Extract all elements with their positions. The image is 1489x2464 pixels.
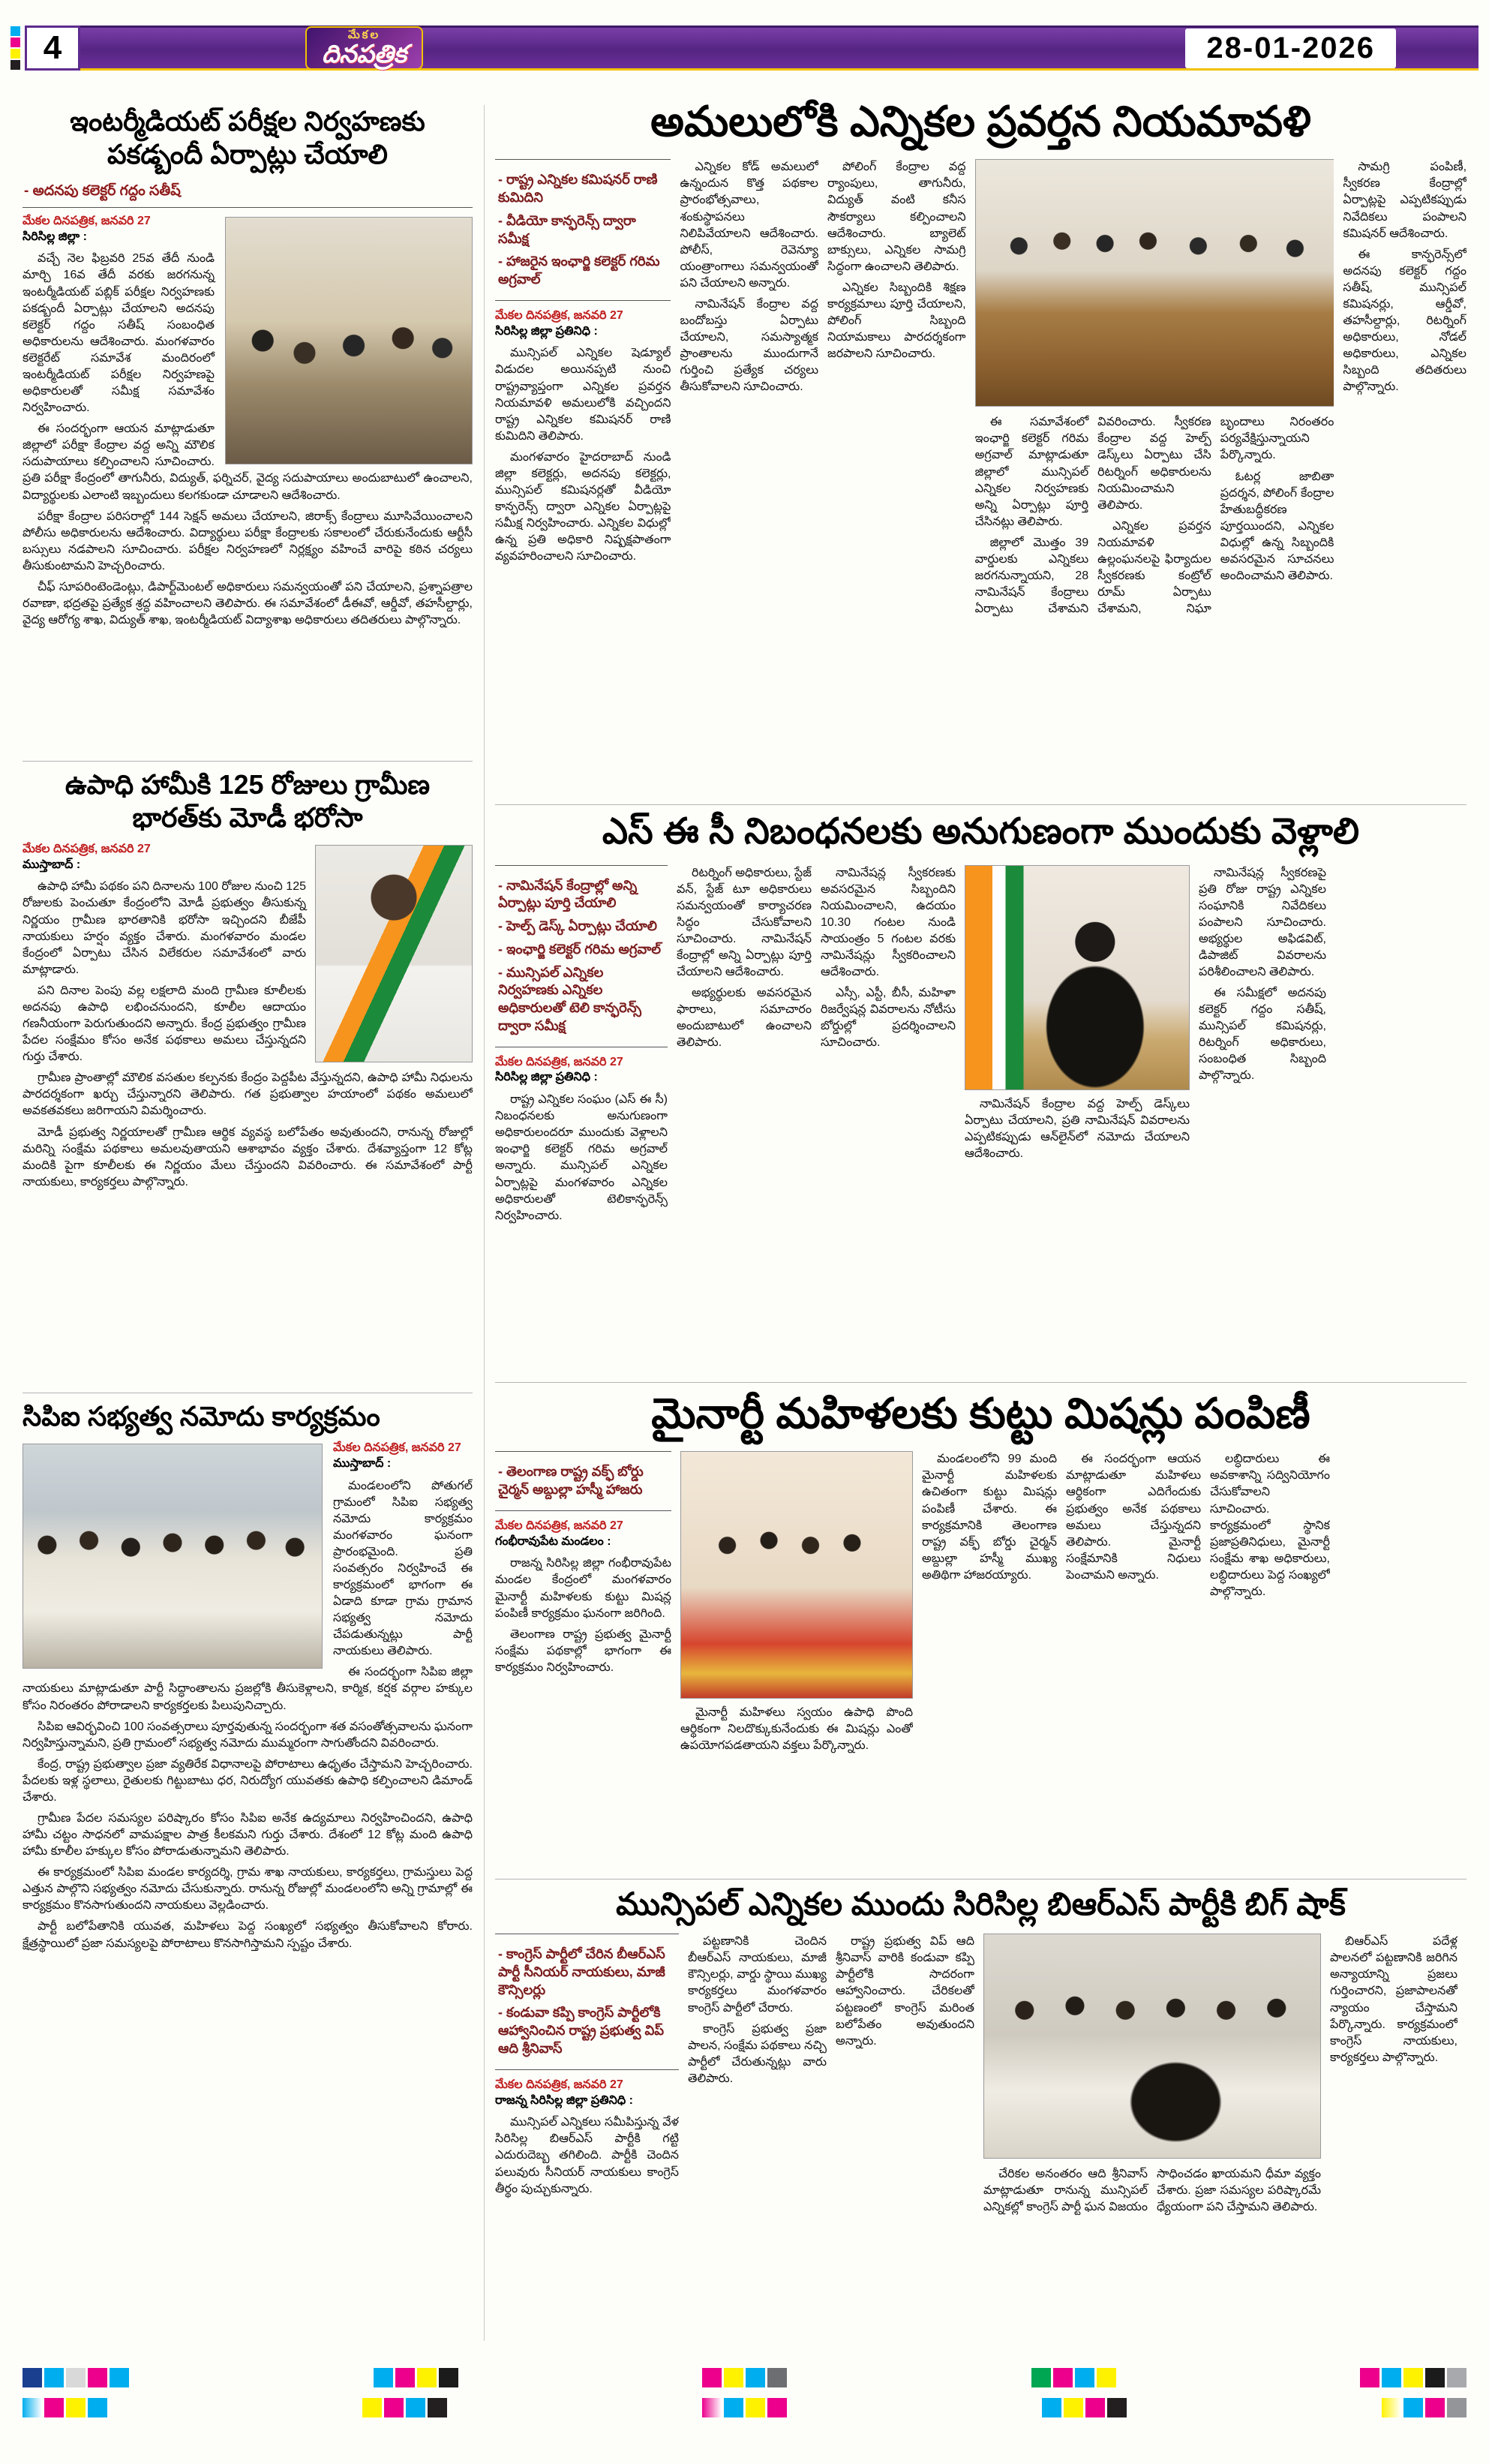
article-paragraphs	[495, 345, 671, 565]
article-paragraphs	[1066, 1451, 1201, 1584]
bullet-item: - హెల్ప్ డెస్క్ ఏర్పాట్లు చేయాలి	[498, 918, 665, 936]
article-divider	[495, 1382, 1466, 1383]
video-conference-photo	[975, 159, 1334, 407]
dateline-source: మేకల దినపత్రిక, జనవరి 27	[333, 1441, 461, 1454]
article-intermediate-exams	[23, 105, 473, 756]
column-1	[495, 1451, 671, 1759]
article-paragraphs	[495, 1555, 671, 1676]
bullet-item: - వీడియో కాన్ఫరెన్స్ ద్వారా సమీక్ష	[498, 212, 668, 248]
paragraph: ఓటర్ల జాబితా ప్రదర్శన, పోలింగ్ కేంద్రాల హేతుబద్ధీకరణ పూర్తయిందని, ఎన్నికల విధుల్లో ఉన్న సిబ్బందికి అవసరమైన సూచనలు అందించామని తెలిపారు.	[1220, 470, 1334, 583]
column-1	[495, 865, 668, 1229]
dateline	[495, 308, 671, 340]
congress-joining-photo	[983, 1934, 1321, 2159]
edition-date: 28-01-2026	[1185, 29, 1396, 68]
dateline-place: సిరిసిల్ల జిల్లా :	[23, 230, 87, 243]
article-headline: మైనార్టీ మహిళలకు కుట్టు మిషన్లు పంపిణీ	[651, 1390, 1310, 1437]
article-divider	[495, 804, 1466, 805]
collector-meeting-photo	[225, 217, 473, 464]
paragraph: వచ్చే నెల ఫిబ్రవరి 25వ తేదీ నుండి మార్చి 16వ తేదీ వరకు జరగనున్న ఇంటర్మీడియట్ పబ్లిక్ పరీక్షల నిర్వహణకు పకడ్బందీ ఏర్పాట్లు చేయాలని అదనపు కలెక్టర్ గద్దం సతీష్ సంబంధిత అధికారులను ఆదేశించారు. మంగళవారం కలెక్టరేట్ సమావేశ మందిరంలో ఇంటర్మీడియట్ పరీక్షల నిర్వహణపై అధికారులతో సమీక్ష సమావేశం నిర్వహించారు.	[23, 252, 215, 415]
article-divider	[23, 761, 473, 762]
article-paragraphs	[677, 865, 812, 1052]
column-5	[1210, 1451, 1330, 1759]
paragraph: బిఆర్ఎస్ పదేళ్ల పాలనలో పట్టణానికి జరిగిన అన్యాయాన్ని ప్రజలు గుర్తించారని, ప్రజాపాలనతో న్యాయం చేస్తామని పేర్కొన్నారు. కార్యక్రమంలో కాంగ్రెస్ నాయకులు, కార్యకర్తలు పాల్గొన్నారు.	[1330, 1935, 1457, 2064]
paragraph: కేంద్ర, రాష్ట్ర ప్రభుత్వాల ప్రజా వ్యతిరేక విధానాలపై పోరాటాలు ఉధృతం చేస్తామని హెచ్చరించారు. పేదలకు ఇళ్ల స్థలాలు, రైతులకు గిట్టుబాటు ధర, నిరుద్యోగ యువతకు ఉపాధి కల్పించాలని డిమాండ్ చేశారు.	[23, 1757, 473, 1804]
article-headline: ఎస్ ఈ సీ నిబంధనలకు అనుగుణంగా ముందుకు వెళ్లాలి	[602, 812, 1360, 852]
paragraph: చేరికల అనంతరం ఆది శ్రీనివాస్ మాట్లాడుతూ రానున్న మున్సిపల్ ఎన్నికల్లో కాంగ్రెస్ పార్టీ ఘన విజయం సాధించడం ఖాయమని ధీమా వ్యక్తం చేశారు. ప్రజా సమస్యల పరిష్కారమే ధ్యేయంగా పని చేస్తామని తెలిపారు.	[983, 2168, 1321, 2214]
paragraph: చీఫ్ సూపరింటెండెంట్లు, డిపార్ట్‌మెంటల్ అధికారులు సమన్వయంతో పని చేయాలని, ప్రశ్నాపత్రాల రవాణా, భద్రతపై ప్రత్యేక శ్రద్ధ వహించాలని తెలిపారు. ఈ సమావేశంలో డీఈవో, ఆర్డీవో, తహసీల్దార్లు, వైద్య ఆరోగ్య శాఖ, విద్యుత్ శాఖ, ఇంటర్మీడియట్ విద్యాశాఖ అధికారులు తదితరులు పాల్గొన్నారు.	[23, 580, 473, 627]
dateline	[495, 1519, 671, 1550]
article-paragraphs	[495, 1092, 668, 1224]
paragraph: ఎన్నికల సిబ్బందికి శిక్షణ కార్యక్రమాలు పూర్తి చేయాలని, పోలింగ్ సిబ్బంది నియామకాలు పారదర్శకంగా జరపాలని సూచించారు.	[827, 281, 966, 361]
article-paragraphs	[680, 1705, 913, 1754]
column-photo	[983, 1934, 1321, 2218]
paragraph: పట్టణానికి చెందిన బీఆర్ఎస్ నాయకులు, మాజీ కౌన్సిలర్లు, వార్డు స్థాయి ముఖ్య కార్యకర్తలు మంగళవారం కాంగ్రెస్ పార్టీలో చేరారు.	[688, 1935, 827, 2015]
paragraph: పరీక్షా కేంద్రాల పరిసరాల్లో 144 సెక్షన్ అమలు చేయాలని, జిరాక్స్ కేంద్రాలు మూసివేయించాలని పోలీసు అధికారులను ఆదేశించారు. విద్యార్థులు పరీక్షా కేంద్రాలకు సకాలంలో చేరుకునేందుకు ఆర్టీసీ బస్సులు నడపాలని సూచించారు. పరీక్షల నిర్వహణలో నిర్లక్ష్యం వహించే వారిపై కఠిన చర్యలు తీసుకుంటామని హెచ్చరించారు.	[23, 509, 473, 572]
paragraph: ఈ సందర్భంగా సిపిఐ జిల్లా నాయకులు మాట్లాడుతూ పార్టీ సిద్ధాంతాలను ప్రజల్లోకి తీసుకెళ్లాలని, కార్మిక, కర్షక వర్గాల హక్కుల కోసం నిరంతరం పోరాడాలని కార్యకర్తలకు పిలుపునిచ్చారు.	[23, 1666, 473, 1712]
article-brs-big-shock	[495, 1885, 1466, 2341]
paragraph: తెలంగాణ రాష్ట్ర ప్రభుత్వ మైనార్టీ సంక్షేమ పథకాల్లో భాగంగా ఈ కార్యక్రమం నిర్వహించారు.	[495, 1627, 671, 1674]
article-election-code	[495, 96, 1466, 800]
column-5	[1199, 865, 1326, 1229]
registration-marks-left	[11, 26, 20, 71]
column-2	[688, 1934, 827, 2218]
article-paragraphs	[1330, 1934, 1457, 2066]
bullet-item: - కండువా కప్పి కాంగ్రెస్ పార్టీలోకి ఆహ్వానించిన రాష్ట్ర ప్రభుత్వ విప్ ఆది శ్రీనివాస్	[498, 2004, 676, 2057]
paragraph: రాజన్న సిరిసిల్ల జిల్లా గంభీరావుపేట మండల కేంద్రంలో మంగళవారం మైనార్టీ మహిళలకు కుట్టు మిషన్ల పంపిణీ కార్యక్రమం ఘనంగా జరిగింది.	[495, 1557, 671, 1620]
dateline-source: మేకల దినపత్రిక, జనవరి 27	[495, 1519, 623, 1532]
dateline-place: రాజన్న సిరిసిల్ల జిల్లా ప్రతినిధి :	[495, 2093, 633, 2107]
article-sec-rules	[495, 810, 1466, 1378]
paragraph: మైనార్టీ మహిళలు స్వయం ఉపాధి పొంది ఆర్థికంగా నిలదొక్కుకునేందుకు ఈ మిషన్లు ఎంతో ఉపయోగపడతాయని వక్తలు పేర్కొన్నారు.	[680, 1706, 913, 1753]
dateline-place: సిరిసిల్ల జిల్లా ప్రతినిధి :	[495, 1071, 598, 1084]
column-2	[677, 865, 812, 1229]
paragraph: లబ్ధిదారులు ఈ అవకాశాన్ని సద్వినియోగం చేసుకోవాలని సూచించారు. కార్యక్రమంలో స్థానిక ప్రజాప్రతినిధులు, మైనార్టీ సంక్షేమ శాఖ అధికారులు, లబ్ధిదారులు పెద్ద సంఖ్యలో పాల్గొన్నారు.	[1210, 1453, 1330, 1598]
paragraph: ఈ కాన్ఫరెన్స్‌లో అదనపు కలెక్టర్ గద్దం సతీష్, మున్సిపల్ కమిషనర్లు, ఆర్డీవో, తహసీల్దార్లు, రిటర్నింగ్ అధికారులు, నోడల్ అధికారులు, ఎన్నికల సిబ్బంది తదితరులు పాల్గొన్నారు.	[1343, 248, 1466, 394]
article-paragraphs	[983, 2166, 1321, 2218]
article-paragraphs	[1210, 1451, 1330, 1600]
paragraph: మున్సిపల్ ఎన్నికలు సమీపిస్తున్న వేళ సిరిసిల్ల బిఆర్ఎస్ పార్టీకి గట్టి ఎదురుదెబ్బ తగిలింది. పార్టీకి చెందిన పలువురు సీనియర్ నాయకులు కాంగ్రెస్ తీర్థం పుచ్చుకున్నారు.	[495, 2116, 679, 2195]
dateline	[495, 2078, 679, 2109]
article-paragraphs	[922, 1451, 1057, 1584]
article-paragraphs	[1343, 159, 1466, 395]
paragraph: మోడీ ప్రభుత్వ నిర్ణయాలతో గ్రామీణ ఆర్థిక వ్యవస్థ బలోపేతం అవుతుందని, రానున్న రోజుల్లో మరిన్ని సంక్షేమ పథకాలు అమలవుతాయని ఆశాభావం వ్యక్తం చేశారు. దేశవ్యాప్తంగా 12 కోట్ల మందికి పైగా కూలీలకు ఈ నిర్ణయం మేలు చేస్తుందని వివరించారు. ఈ సమావేశంలో పార్టీ నాయకులు, కార్యకర్తలు పాల్గొన్నారు.	[23, 1125, 473, 1188]
paragraph: గ్రామీణ ప్రాంతాల్లో మౌలిక వసతుల కల్పనకు కేంద్రం పెద్దపీట వేస్తున్నదని, ఉపాధి హామీ నిధులను పారదర్శకంగా ఖర్చు చేస్తున్నారని తెలిపారు. గత ప్రభుత్వాల హయాంలో పథకం అమలులో అవకతవకలు జరిగాయని విమర్శించారు.	[23, 1071, 473, 1118]
article-columns	[495, 159, 1466, 618]
article-headline: మున్సిపల్ ఎన్నికల ముందు సిరిసిల్ల బిఆర్ఎస్ పార్టీకి బిగ్ షాక్	[616, 1886, 1346, 1922]
dateline-source: మేకల దినపత్రిక, జనవరి 27	[23, 842, 151, 855]
paragraph: మున్సిపల్ ఎన్నికల షెడ్యూల్ విడుదల అయినప్పటి నుంచి రాష్ట్రవ్యాప్తంగా ఎన్నికల ప్రవర్తన నియమావళి అమలులోకి వచ్చిందని రాష్ట్ర ఎన్నికల కమిషనర్ రాణి కుమిదిని తెలిపారు.	[495, 347, 671, 443]
paragraph: ఈ సమావేశంలో ఇంఛార్జి కలెక్టర్ గరిమ అగ్రవాల్ మాట్లాడుతూ జిల్లాలో మున్సిపల్ ఎన్నికల నిర్వహణకు అన్ని ఏర్పాట్లు పూర్తి చేసినట్లు తెలిపారు.	[974, 416, 1089, 528]
column-3	[821, 865, 956, 1229]
article-body	[23, 842, 473, 1191]
dateline-place: సిరిసిల్ల జిల్లా ప్రతినిధి :	[495, 324, 598, 338]
dateline-place: గంభీరావుపేట మండలం :	[495, 1534, 611, 1548]
distribution-event-photo	[680, 1451, 913, 1699]
column-photo	[965, 865, 1190, 1229]
article-bullets	[495, 1451, 671, 1511]
dateline-place: ముస్తాబాద్ :	[333, 1456, 392, 1470]
column-1	[495, 159, 671, 618]
column-4	[1066, 1451, 1201, 1759]
article-headline: ఉపాధి హామీకి 125 రోజులు గ్రామీణ భారత్‌కు మోడీ భరోసా	[65, 769, 431, 833]
article-upadhi-hami	[23, 768, 473, 1388]
dateline-source: మేకల దినపత్రిక, జనవరి 27	[495, 1055, 623, 1068]
paragraph: ఈ సందర్భంగా ఆయన మాట్లాడుతూ మహిళలు ఆర్థికంగా ఎదిగేందుకు ప్రభుత్వం అనేక పథకాలు అమలు చేస్తున్నదని తెలిపారు. మైనార్టీ సంక్షేమానికి నిధులు పెంచామని అన్నారు.	[1066, 1453, 1201, 1582]
article-paragraphs	[827, 159, 966, 362]
bullet-item: - రాష్ట్ర ఎన్నికల కమిషనర్ రాణి కుమిదిని	[498, 171, 668, 207]
article-sewing-machines	[495, 1388, 1466, 1874]
printer-color-bars	[23, 2368, 1466, 2417]
column-2	[680, 159, 818, 618]
bullet-item: - నామినేషన్ కేంద్రాల్లో అన్ని ఏర్పాట్లు పూర్తి చేయాలి	[498, 877, 665, 913]
bullet-item: - మున్సిపల్ ఎన్నికల నిర్వహణకు ఎన్నికల అధికారులతో టెలి కాన్ఫరెన్స్ ద్వారా సమీక్ష	[498, 964, 665, 1035]
paragraph: మంగళవారం హైదరాబాద్ నుండి జిల్లా కలెక్టర్లు, అదనపు కలెక్టర్లు, మున్సిపల్ కమిషనర్లతో వీడియో కాన్ఫరెన్స్ ద్వారా ఎన్నికల ఏర్పాట్లపై సమీక్ష నిర్వహించారు. ఎన్నికల విధుల్లో ఉన్న ప్రతి అధికారి నిష్పక్షపాతంగా వ్యవహరించాలని సూచించారు.	[495, 450, 671, 563]
article-columns	[495, 1451, 1466, 1759]
paragraph: మండలంలోని 99 మంది మైనార్టీ మహిళలకు ఉచితంగా కుట్టు మిషన్లు పంపిణీ చేశారు. ఈ కార్యక్రమానికి తెలంగాణ రాష్ట్ర వక్ఫ్ బోర్డు చైర్మన్ అబ్దుల్లా హస్మీ ముఖ్య అతిథిగా హాజరయ్యారు.	[922, 1453, 1057, 1582]
article-paragraphs	[688, 1934, 827, 2087]
paragraph: గ్రామీణ పేదల సమస్యల పరిష్కారం కోసం సిపిఐ అనేక ఉద్యమాలు నిర్వహించిందని, ఉపాధి హామీ చట్టం సాధనలో వామపక్షాల పాత్ర కీలకమని గుర్తు చేశారు. దేశంలో 12 కోట్ల మంది ఉపాధి హామీ కూలీల హక్కుల కోసం పోరాడుతున్నామని తెలిపారు.	[23, 1811, 473, 1859]
column-photo	[680, 1451, 913, 1759]
column-3	[922, 1451, 1057, 1759]
masthead-region: మేకల	[347, 28, 381, 41]
paragraph: సామగ్రి పంపిణీ, స్వీకరణ కేంద్రాల్లో ఏర్పాట్లపై ఎప్పటికప్పుడు నివేదికలు పంపాలని కమిషనర్ ఆదేశించారు.	[1343, 161, 1466, 240]
column-3	[827, 159, 966, 618]
article-bullets	[495, 865, 668, 1047]
article-paragraphs	[821, 865, 956, 1052]
dateline-place: ముస్తాబాద్ :	[23, 858, 81, 871]
paragraph: ఈ కార్యక్రమంలో సిపిఐ మండల కార్యదర్శి, గ్రామ శాఖ నాయకులు, కార్యకర్తలు, గ్రామస్తులు పెద్ద ఎత్తున పాల్గొని సభ్యత్వం నమోదు చేసుకున్నారు. రానున్న రోజుల్లో మండలంలోని అన్ని గ్రామాల్లో ఈ కార్యక్రమం కొనసాగుతుందని నాయకులు వెల్లడించారు.	[23, 1866, 473, 1913]
bullet-item: - తెలంగాణ రాష్ట్ర వక్ఫ్ బోర్డు చైర్మన్ అబ్దుల్లా హస్మీ హాజరు	[498, 1463, 668, 1499]
paragraph: రిటర్నింగ్ అధికారులు, స్టేజ్ వన్, స్టేజ్ టూ అధికారులు సమన్వయంతో కార్యాచరణ సిద్ధం చేసుకోవాలని సూచించారు. నామినేషన్ కేంద్రాల్లో అన్ని ఏర్పాట్లు పూర్తి చేయాలని ఆదేశించారు.	[677, 866, 812, 979]
paragraph: ఈ సందర్భంగా ఆయన మాట్లాడుతూ జిల్లాలో పరీక్షా కేంద్రాల వద్ద అన్ని మౌలిక సదుపాయాలు కల్పించాలని సూచించారు. ప్రతి పరీక్షా కేంద్రంలో తాగునీరు, విద్యుత్, ఫర్నిచర్, వైద్య సదుపాయాలు అందుబాటులో ఉంచాలని, విద్యార్థులకు ఎలాంటి ఇబ్బందులు కలగకుండా చూడాలని ఆదేశించారు.	[23, 422, 473, 502]
paragraph: మండలంలోని పోతుగల్ గ్రామంలో సిపిఐ సభ్యత్వ నమోదు కార్యక్రమం మంగళవారం ఘనంగా ప్రారంభమైంది. ప్రతి సంవత్సరం నిర్వహించే ఈ కార్యక్రమంలో భాగంగా ఈ ఏడాది కూడా గ్రామ గ్రామాన సభ్యత్వ నమోదు చేపడుతున్నట్లు పార్టీ నాయకులు తెలిపారు.	[333, 1479, 473, 1658]
bullet-item: - కాంగ్రెస్ పార్టీలో చేరిన బీఆర్ఎస్ పార్టీ సీనియర్ నాయకులు, మాజీ కౌన్సిలర్లు	[498, 1946, 676, 1999]
masthead-title: దినపత్రిక	[322, 39, 407, 68]
article-body	[23, 214, 473, 629]
page-header	[11, 26, 1478, 71]
article-headline: అమలులోకి ఎన్నికల ప్రవర్తన నియమావళి	[650, 98, 1311, 145]
paragraph: కాంగ్రెస్ ప్రభుత్వ ప్రజా పాలన, సంక్షేమ పథకాలు నచ్చి పార్టీలో చేరుతున్నట్లు వారు తెలిపారు.	[688, 2022, 827, 2085]
paragraph: ఉపాధి హామీ పథకం పని దినాలను 100 రోజుల నుంచి 125 రోజులకు పెంచుతూ కేంద్రంలోని మోడీ ప్రభుత్వం తీసుకున్న నిర్ణయం గ్రామీణ భారతానికి భరోసా ఇచ్చిందని బీజేపీ నాయకులు హర్షం వ్యక్తం చేశారు. మంగళవారం మండల కేంద్రంలో ఏర్పాటు చేసిన విలేకరుల సమావేశంలో వారు మాట్లాడారు.	[23, 880, 306, 976]
masthead-logo	[305, 26, 423, 70]
paragraph: అభ్యర్థులకు అవసరమైన ఫారాలు, సమాచారం అందుబాటులో ఉంచాలని తెలిపారు.	[677, 987, 812, 1050]
column-5	[1343, 159, 1466, 618]
paragraph: పార్టీ బలోపేతానికి యువత, మహిళలు పెద్ద సంఖ్యలో సభ్యత్వం తీసుకోవాలని కోరారు. క్షేత్రస్థాయిలో ప్రజా సమస్యలపై పోరాటాలు కొనసాగిస్తామని స్పష్టం చేశారు.	[23, 1920, 473, 1950]
paragraph: సిపిఐ ఆవిర్భవించి 100 సంవత్సరాలు పూర్తవుతున్న సందర్భంగా శత వసంతోత్సవాలను ఘనంగా నిర్వహిస్తున్నామని, ప్రతి గ్రామంలో సభ్యత్వ నమోదు ముమ్మరంగా సాగుతోందని వివరించారు.	[23, 1720, 473, 1750]
header-bar	[80, 26, 1478, 71]
article-headline: ఇంటర్మీడియట్ పరీక్షల నిర్వహణకు పకడ్బందీ ఏర్పాట్లు చేయాలి	[70, 106, 425, 170]
paragraph: రాష్ట్ర ఎన్నికల సంఘం (ఎస్ ఈ సీ) నిబంధనలకు అనుగుణంగా అధికారులందరూ ముందుకు వెళ్లాలని ఇంఛార్జి కలెక్టర్ గరిమ అగ్రవాల్ అన్నారు. మున్సిపల్ ఎన్నికల ఏర్పాట్లపై మంగళవారం ఎన్నికల అధికారులతో టెలికాన్ఫరెన్స్ నిర్వహించారు.	[495, 1093, 668, 1222]
article-bullets	[495, 159, 671, 301]
article-paragraphs	[1199, 865, 1326, 1085]
paragraph: ఎన్నికల కోడ్ అమలులో ఉన్నందున కొత్త పథకాల ప్రారంభోత్సవాలు, శంకుస్థాపనలు నిలిపివేయాలని ఆదేశించారు. పోలీస్, రెవెన్యూ యంత్రాంగాలు సమన్వయంతో పని చేయాలని అన్నారు.	[680, 161, 818, 290]
article-paragraphs	[836, 1934, 974, 2050]
column-3	[836, 1934, 974, 2218]
paragraph: రాష్ట్ర ప్రభుత్వ విప్ ఆది శ్రీనివాస్ వారికి కండువా కప్పి పార్టీలోకి సాదరంగా ఆహ్వానించారు. చేరికలతో పట్టణంలో కాంగ్రెస్ మరింత బలోపేతం అవుతుందని అన్నారు.	[836, 1935, 974, 2048]
bjp-leader-portrait-photo	[315, 845, 473, 1062]
dateline-source: మేకల దినపత్రిక, జనవరి 27	[23, 214, 151, 227]
article-cpi-membership	[23, 1400, 473, 2341]
paragraph: పని దినాల పెంపు వల్ల లక్షలాది మంది గ్రామీణ కూలీలకు అదనపు ఉపాధి లభించనుందని, కూలీల ఆదాయం గణనీయంగా పెరుగుతుందని అన్నారు. కేంద్ర ప్రభుత్వం గ్రామీణ పేదల సంక్షేమం కోసం అనేక పథకాలు అమలు చేస్తున్నదని గుర్తు చేశారు.	[23, 984, 306, 1064]
article-body	[23, 1441, 473, 1952]
paragraph: ఎన్నికల ప్రవర్తన నియమావళి ఉల్లంఘనలపై ఫిర్యాదుల స్వీకరణకు కంట్రోల్ రూమ్ ఏర్పాటు చేశామని, నిఘా బృందాలు నిరంతరం పర్యవేక్షిస్తున్నాయని పేర్కొన్నారు.	[1097, 416, 1334, 616]
article-headline: సిపిఐ సభ్యత్వ నమోదు కార్యక్రమం	[23, 1401, 380, 1432]
column-divider	[484, 105, 485, 2341]
article-divider	[495, 1879, 1466, 1880]
paragraph: ఈ సమీక్షలో అదనపు కలెక్టర్ గద్దం సతీష్, మున్సిపల్ కమిషనర్లు, రిటర్నింగ్ అధికారులు, సంబంధిత సిబ్బంది పాల్గొన్నారు.	[1199, 987, 1326, 1083]
bullet-item: - ఇంఛార్జి కలెక్టర్ గరిమ అగ్రవాల్	[498, 941, 665, 959]
column-5	[1330, 1934, 1457, 2218]
dateline-source: మేకల దినపత్రిక, జనవరి 27	[495, 2078, 623, 2091]
bullet-item: - హాజరైన ఇంఛార్జి కలెక్టర్ గరిమ అగ్రవాల్	[498, 253, 668, 289]
paragraph: పోలింగ్ కేంద్రాల వద్ద ర్యాంపులు, తాగునీరు, విద్యుత్ వంటి కనీస సౌకర్యాలు కల్పించాలని ఆదేశించారు. బ్యాలెట్ బాక్సులు, ఎన్నికల సామగ్రి సిద్ధంగా ఉంచాలని తెలిపారు.	[827, 161, 966, 273]
paragraph: ఎస్సీ, ఎస్టీ, బీసీ, మహిళా రిజర్వేషన్ల వివరాలను నోటీసు బోర్డుల్లో ప్రదర్శించాలని సూచించారు.	[821, 987, 956, 1050]
column-photo	[975, 159, 1334, 618]
page-number: 4	[25, 26, 80, 71]
paragraph: నామినేషన్ కేంద్రాల వద్ద హెల్ప్ డెస్క్‌లు ఏర్పాటు చేయాలని, ప్రతి నామినేషన్ వివరాలను ఎప్పటికప్పుడు ఆన్‌లైన్‌లో నమోదు చేయాలని ఆదేశించారు.	[965, 1097, 1190, 1160]
column-1	[495, 1934, 679, 2218]
article-columns	[495, 1934, 1466, 2218]
article-byline: - అదనపు కలెక్టర్ గద్దం సతీష్	[23, 179, 473, 208]
dateline-source: మేకల దినపత్రిక, జనవరి 27	[495, 308, 623, 322]
dateline	[495, 1055, 668, 1086]
article-paragraphs	[975, 414, 1334, 618]
article-columns	[495, 865, 1466, 1229]
paragraph: నామినేషన్ల స్వీకరణపై ప్రతి రోజు రాష్ట్ర ఎన్నికల సంఘానికి నివేదికలు పంపాలని సూచించారు. అభ్యర్థుల అఫిడవిట్, డిపాజిట్ వివరాలను పరిశీలించాలని తెలిపారు.	[1199, 866, 1326, 979]
article-paragraphs	[965, 1096, 1190, 1162]
article-paragraphs	[495, 2114, 679, 2197]
paragraph: నామినేషన్ల స్వీకరణకు అవసరమైన సిబ్బందిని నియమించాలని, ఉదయం 10.30 గంటల నుండి సాయంత్రం 5 గంటల వరకు నామినేషన్లు స్వీకరించాలని ఆదేశించారు.	[821, 866, 956, 979]
article-bullets	[495, 1934, 679, 2070]
incharge-collector-photo	[965, 865, 1190, 1090]
article-paragraphs	[680, 159, 818, 395]
paragraph: జిల్లాలో మొత్తం 39 వార్డులకు ఎన్నికలు జరగనున్నాయని, 28 నామినేషన్ కేంద్రాలు ఏర్పాటు చేశామని వివరించారు. స్వీకరణ కేంద్రాల వద్ద హెల్ప్ డెస్క్‌లు ఏర్పాటు చేసి రిటర్నింగ్ అధికారులను నియమించామని తెలిపారు.	[974, 416, 1211, 616]
paragraph: నామినేషన్ కేంద్రాల వద్ద బందోబస్తు ఏర్పాటు చేయాలని, సమస్యాత్మక ప్రాంతాలను ముందుగానే గుర్తించి ప్రత్యేక చర్యలు తీసుకోవాలని సూచించారు.	[680, 297, 818, 394]
cpi-group-photo	[23, 1444, 323, 1669]
